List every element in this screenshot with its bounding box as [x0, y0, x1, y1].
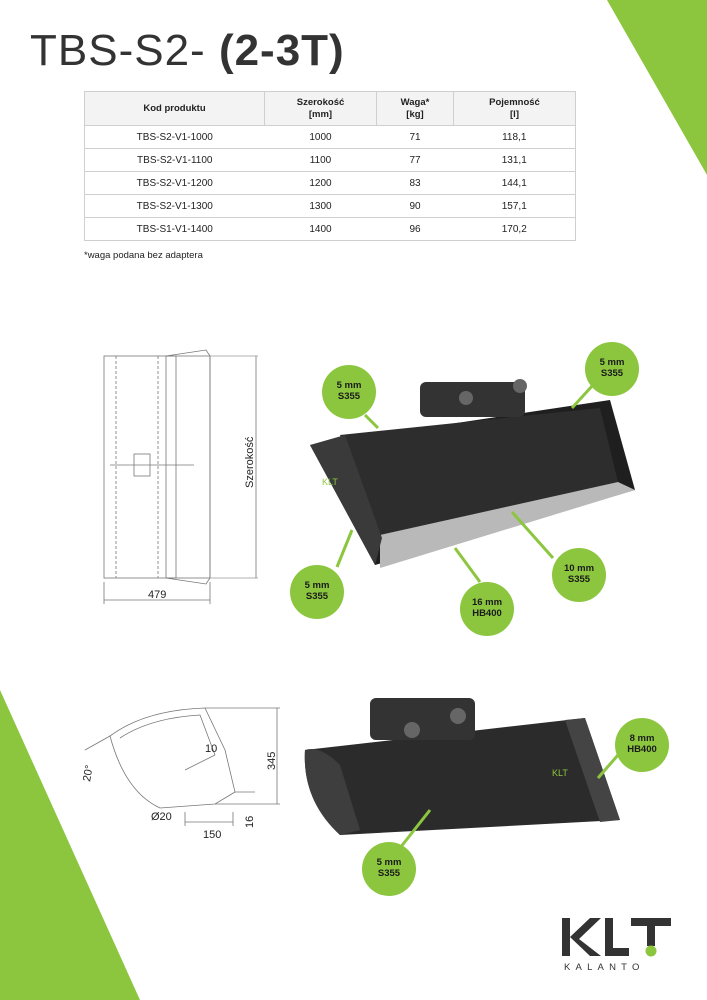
callout-top-2: 5 mm S355 [585, 342, 639, 396]
dim-16-label: 16 [244, 815, 256, 828]
svg-text:KLT: KLT [552, 768, 568, 778]
dim-150-label: 150 [203, 829, 222, 841]
callout-top-3: 5 mm S355 [290, 565, 344, 619]
cell-code: TBS-S1-V1-1400 [85, 218, 265, 241]
header-width: Szerokość [mm] [265, 92, 377, 126]
dim-diam-label: Ø20 [151, 811, 172, 823]
cell-code: TBS-S2-V1-1200 [85, 172, 265, 195]
cell-weight: 96 [377, 218, 454, 241]
cell-weight: 77 [377, 149, 454, 172]
cell-capacity: 118,1 [454, 126, 576, 149]
cell-width: 1400 [265, 218, 377, 241]
dim-side-label: Szerokość [244, 436, 256, 488]
cell-width: 1300 [265, 195, 377, 218]
dim-10-label: 10 [205, 743, 218, 755]
cell-code: TBS-S2-V1-1300 [85, 195, 265, 218]
cell-width: 1200 [265, 172, 377, 195]
cell-code: TBS-S2-V1-1000 [85, 126, 265, 149]
callout-top-1: 5 mm S355 [322, 365, 376, 419]
callout-bottom-1: 8 mm HB400 [615, 718, 669, 772]
cell-weight: 71 [377, 126, 454, 149]
cell-weight: 90 [377, 195, 454, 218]
footnote: *waga podana bez adaptera [84, 250, 203, 261]
callout-top-4: 10 mm S355 [552, 548, 606, 602]
callout-bottom-2: 5 mm S355 [362, 842, 416, 896]
title-bold: (2-3T) [218, 26, 345, 75]
cell-capacity: 131,1 [454, 149, 576, 172]
logo-subtitle: KALANTO [564, 962, 645, 973]
header-capacity: Pojemność [l] [454, 92, 576, 126]
cell-capacity: 144,1 [454, 172, 576, 195]
cell-code: TBS-S2-V1-1100 [85, 149, 265, 172]
callout-top-5: 16 mm HB400 [460, 582, 514, 636]
cell-capacity: 170,2 [454, 218, 576, 241]
title-main: TBS-S2- [30, 26, 206, 75]
cell-capacity: 157,1 [454, 195, 576, 218]
header-weight: Waga* [kg] [377, 92, 454, 126]
dim-angle-label: 20° [81, 764, 96, 783]
cell-width: 1000 [265, 126, 377, 149]
cell-width: 1100 [265, 149, 377, 172]
svg-text:KLT: KLT [322, 477, 338, 487]
dim-width-label: 479 [148, 589, 167, 601]
dim-345-label: 345 [266, 751, 278, 770]
header-code: Kod produktu [85, 92, 265, 126]
cell-weight: 83 [377, 172, 454, 195]
